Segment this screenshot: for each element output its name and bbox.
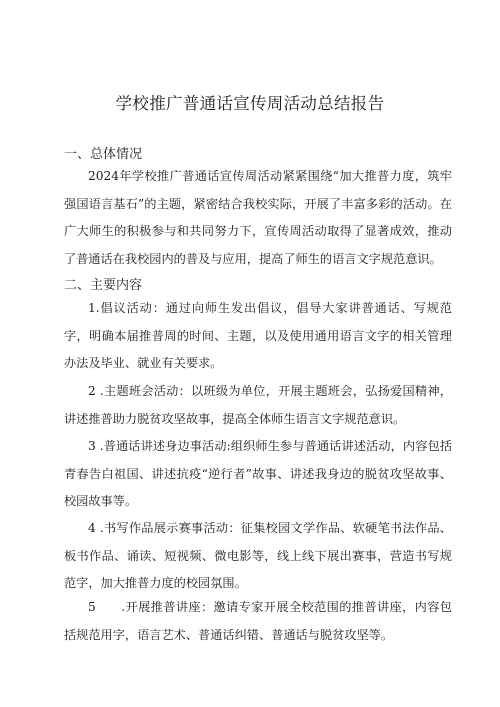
paragraph-item-4: 4 .书写作品展示赛事活动：征集校园文学作品、软硬笔书法作品、板书作品、诵读、短视频、微电影等，线上线下展出赛事，营造书写规范字，加大推普力度的校园氛围。 <box>64 521 452 590</box>
paragraph-item-3: 3 .普通话讲述身边事活动:组织师生参与普通话讲述活动，内容包括青春告白祖国、讲述抗疫“逆行者”故事、讲述我身边的脱贫攻坚故事、校园故事等。 <box>64 439 452 508</box>
document-title: 学校推广普通话宣传周活动总结报告 <box>115 94 385 113</box>
section-heading-overview: 一、总体情况 <box>64 147 143 162</box>
section-heading-main-content: 二、主要内容 <box>64 278 143 293</box>
paragraph-item-1: 1.倡议活动：通过向师生发出倡议，倡导大家讲普通话、写规范字，明确本届推普周的时间、主题，以及使用通用语言文字的相关管理办法及毕业、就业有关要求。 <box>64 301 452 370</box>
paragraph-overview: 2024年学校推广普通话宣传周活动紧紧围绕“加大推普力度，筑牢强国语言基石”的主题，紧密结合我校实际，开展了丰富多彩的活动。在广大师生的积极参与和共同努力下，宣传周活动取得了显著成效，推动了普通话在我校园内的普及与应用，提高了师生的语言文字规范意识。 <box>64 169 452 266</box>
paragraph-item-2: 2 .主题班会活动：以班级为单位，开展主题班会，弘扬爱国精神，讲述推普助力脱贫攻坚故事，提高全体师生语言文字规范意识。 <box>64 384 452 426</box>
paragraph-item-5: 5 .开展推普讲座：邀请专家开展全校范围的推普讲座，内容包括规范用字，语言艺术、普通话纠错、普通话与脱贫攻坚等。 <box>64 600 452 642</box>
